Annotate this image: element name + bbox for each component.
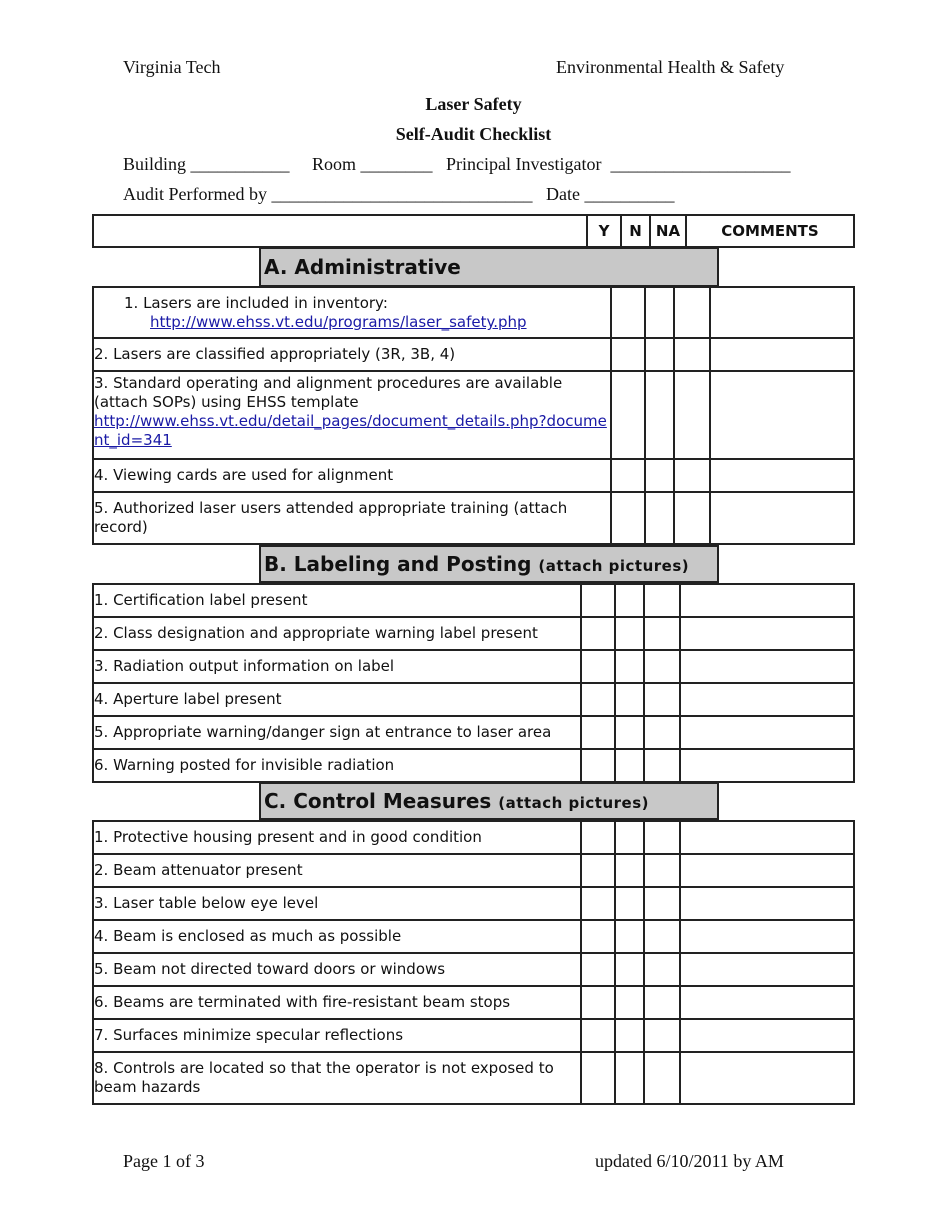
- item-a1-text: 1. Lasers are included in inventory:: [124, 294, 388, 312]
- n-cell[interactable]: [645, 287, 674, 338]
- section-c-table: [92, 820, 855, 1105]
- y-cell[interactable]: [581, 650, 615, 683]
- table-row: [93, 492, 854, 544]
- comments-cell[interactable]: [680, 854, 854, 887]
- column-header-table: [92, 214, 855, 248]
- department-name: Environmental Health & Safety: [556, 57, 785, 77]
- y-cell[interactable]: [581, 749, 615, 782]
- item-c4: 4. Beam is enclosed as much as possible: [93, 920, 581, 953]
- na-cell[interactable]: [674, 371, 710, 459]
- section-b-table: [92, 583, 855, 783]
- comments-cell[interactable]: [680, 920, 854, 953]
- na-cell[interactable]: [644, 683, 680, 716]
- comments-cell[interactable]: [680, 749, 854, 782]
- y-cell[interactable]: [611, 287, 645, 338]
- table-row: [93, 854, 854, 887]
- n-cell[interactable]: [615, 953, 644, 986]
- table-row: [93, 821, 854, 854]
- n-cell[interactable]: [615, 584, 644, 617]
- org-name: Virginia Tech: [123, 57, 221, 77]
- n-cell[interactable]: [615, 1019, 644, 1052]
- item-c3: 3. Laser table below eye level: [93, 887, 581, 920]
- table-row: [93, 953, 854, 986]
- n-cell[interactable]: [615, 920, 644, 953]
- sop-template-link[interactable]: http://www.ehss.vt.edu/detail_pages/document_details.php?document_id=341: [94, 412, 607, 449]
- comments-cell[interactable]: [680, 1019, 854, 1052]
- n-cell[interactable]: [615, 683, 644, 716]
- y-cell[interactable]: [581, 986, 615, 1019]
- item-b4: 4. Aperture label present: [93, 683, 581, 716]
- y-cell[interactable]: [581, 716, 615, 749]
- na-cell[interactable]: [674, 338, 710, 371]
- auditor-date-fields: Audit Performed by _____________________________ Date __________: [123, 184, 675, 204]
- item-b6: 6. Warning posted for invisible radiation: [93, 749, 581, 782]
- item-a3-text: 3. Standard operating and alignment procedures are available (attach SOPs) using EHSS template: [94, 374, 563, 411]
- item-c1: 1. Protective housing present and in good condition: [93, 821, 581, 854]
- na-cell[interactable]: [644, 1019, 680, 1052]
- item-b3: 3. Radiation output information on label: [93, 650, 581, 683]
- table-row: [93, 371, 854, 459]
- item-a3: [93, 371, 611, 459]
- table-row: [93, 749, 854, 782]
- na-cell[interactable]: [644, 1052, 680, 1104]
- section-a-table: [92, 286, 855, 545]
- na-cell[interactable]: [644, 749, 680, 782]
- n-cell[interactable]: [615, 749, 644, 782]
- n-cell[interactable]: [645, 459, 674, 492]
- comments-cell[interactable]: [680, 953, 854, 986]
- n-cell[interactable]: [645, 371, 674, 459]
- na-cell[interactable]: [644, 887, 680, 920]
- col-n: N: [621, 215, 650, 247]
- section-c-title: C. Control Measures: [264, 789, 492, 813]
- item-b1: 1. Certification label present: [93, 584, 581, 617]
- comments-cell[interactable]: [680, 584, 854, 617]
- item-a4: 4. Viewing cards are used for alignment: [93, 459, 611, 492]
- section-b-header: [259, 545, 719, 583]
- na-cell[interactable]: [644, 953, 680, 986]
- na-cell[interactable]: [644, 854, 680, 887]
- item-b5: 5. Appropriate warning/danger sign at entrance to laser area: [93, 716, 581, 749]
- col-na: NA: [650, 215, 686, 247]
- section-a-title: A. Administrative: [264, 255, 461, 279]
- section-b-title: B. Labeling and Posting: [264, 552, 532, 576]
- n-cell[interactable]: [615, 716, 644, 749]
- item-c5: 5. Beam not directed toward doors or windows: [93, 953, 581, 986]
- item-c7: 7. Surfaces minimize specular reflections: [93, 1019, 581, 1052]
- comments-cell[interactable]: [680, 821, 854, 854]
- col-y: Y: [587, 215, 621, 247]
- table-row: [93, 617, 854, 650]
- document-title: Laser Safety: [425, 94, 522, 114]
- y-cell[interactable]: [581, 617, 615, 650]
- y-cell[interactable]: [611, 459, 645, 492]
- y-cell[interactable]: [581, 584, 615, 617]
- section-a-header: [259, 247, 719, 287]
- comments-cell[interactable]: [680, 683, 854, 716]
- comments-cell[interactable]: [680, 1052, 854, 1104]
- comments-cell[interactable]: [710, 287, 854, 338]
- comments-cell[interactable]: [710, 492, 854, 544]
- comments-cell[interactable]: [710, 338, 854, 371]
- comments-cell[interactable]: [710, 371, 854, 459]
- y-cell[interactable]: [611, 492, 645, 544]
- na-cell[interactable]: [674, 287, 710, 338]
- comments-cell[interactable]: [710, 459, 854, 492]
- item-b2: 2. Class designation and appropriate warning label present: [93, 617, 581, 650]
- n-cell[interactable]: [645, 338, 674, 371]
- table-row: [93, 650, 854, 683]
- y-cell[interactable]: [581, 854, 615, 887]
- item-a5: 5. Authorized laser users attended appropriate training (attach record): [93, 492, 611, 544]
- document-subtitle: Self-Audit Checklist: [395, 124, 552, 144]
- table-row: [93, 683, 854, 716]
- table-row: [93, 1052, 854, 1104]
- n-cell[interactable]: [615, 854, 644, 887]
- y-cell[interactable]: [581, 1019, 615, 1052]
- section-c-header: [259, 782, 719, 820]
- na-cell[interactable]: [644, 920, 680, 953]
- y-cell[interactable]: [581, 821, 615, 854]
- na-cell[interactable]: [644, 716, 680, 749]
- table-row: [93, 338, 854, 371]
- inventory-link[interactable]: http://www.ehss.vt.edu/programs/laser_safety.php: [150, 313, 527, 331]
- n-cell[interactable]: [615, 617, 644, 650]
- n-cell[interactable]: [615, 650, 644, 683]
- y-cell[interactable]: [581, 1052, 615, 1104]
- table-row: [93, 1019, 854, 1052]
- na-cell[interactable]: [644, 584, 680, 617]
- na-cell[interactable]: [644, 821, 680, 854]
- table-row: [93, 459, 854, 492]
- na-cell[interactable]: [674, 492, 710, 544]
- comments-cell[interactable]: [680, 617, 854, 650]
- blank-header-cell: [93, 215, 587, 247]
- table-row: [93, 920, 854, 953]
- na-cell[interactable]: [644, 617, 680, 650]
- n-cell[interactable]: [645, 492, 674, 544]
- y-cell[interactable]: [581, 953, 615, 986]
- updated-note: updated 6/10/2011 by AM: [595, 1151, 784, 1171]
- table-row: [93, 287, 854, 338]
- comments-cell[interactable]: [680, 887, 854, 920]
- n-cell[interactable]: [615, 1052, 644, 1104]
- item-c8: 8. Controls are located so that the operator is not exposed to beam hazards: [93, 1052, 581, 1104]
- table-row: [93, 584, 854, 617]
- section-c-subtitle: (attach pictures): [498, 794, 650, 812]
- comments-cell[interactable]: [680, 716, 854, 749]
- n-cell[interactable]: [615, 986, 644, 1019]
- y-cell[interactable]: [581, 683, 615, 716]
- table-row: [93, 986, 854, 1019]
- y-cell[interactable]: [581, 920, 615, 953]
- comments-cell[interactable]: [680, 650, 854, 683]
- section-b-subtitle: (attach pictures): [538, 557, 690, 575]
- na-cell[interactable]: [644, 650, 680, 683]
- building-room-pi-fields: Building ___________ Room ________ Principal Investigator ____________________: [123, 154, 791, 174]
- item-a1: [93, 287, 611, 338]
- n-cell[interactable]: [615, 821, 644, 854]
- col-comments: COMMENTS: [686, 215, 854, 247]
- item-c6: 6. Beams are terminated with fire-resistant beam stops: [93, 986, 581, 1019]
- page-number: Page 1 of 3: [123, 1151, 205, 1171]
- na-cell[interactable]: [644, 986, 680, 1019]
- item-c2: 2. Beam attenuator present: [93, 854, 581, 887]
- table-row: [93, 716, 854, 749]
- na-cell[interactable]: [674, 459, 710, 492]
- n-cell[interactable]: [615, 887, 644, 920]
- y-cell[interactable]: [581, 887, 615, 920]
- y-cell[interactable]: [611, 338, 645, 371]
- table-row: [93, 887, 854, 920]
- item-a2: 2. Lasers are classified appropriately (3R, 3B, 4): [93, 338, 611, 371]
- comments-cell[interactable]: [680, 986, 854, 1019]
- y-cell[interactable]: [611, 371, 645, 459]
